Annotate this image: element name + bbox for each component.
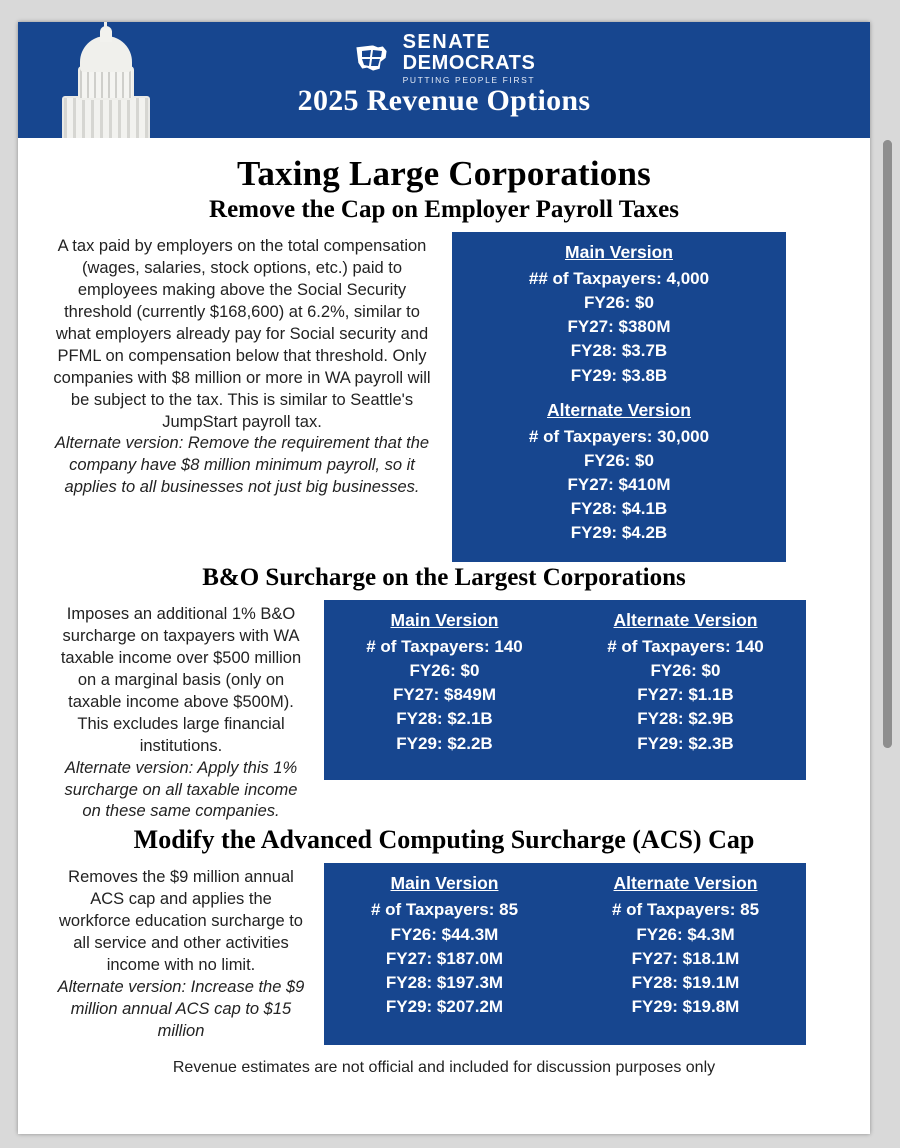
version-title-alternate: Alternate Version — [613, 873, 758, 894]
section-heading: Modify the Advanced Computing Surcharge (ACS) Cap — [133, 825, 755, 855]
section-heading: Remove the Cap on Employer Payroll Taxes — [209, 196, 679, 223]
logo-line-1: SENATE — [402, 31, 492, 53]
version-line: FY26: $0 — [584, 293, 654, 313]
section-heading: B&O Surcharge on the Largest Corporations — [202, 564, 686, 591]
footer-note: Revenue estimates are not official and included for discussion purposes only — [172, 1059, 716, 1077]
version-line: FY27: $410M — [567, 474, 671, 494]
senate-democrats-logo — [18, 32, 870, 85]
version-line: FY27: $380M — [567, 317, 671, 337]
section-description: Removes the $9 million annual ACS cap and applies the workforce education surcharge to all service and other activities income with no limit. — [59, 868, 303, 975]
version-title-main: Main Version — [390, 873, 499, 894]
scrollbar-thumb[interactable] — [883, 140, 892, 748]
version-line: # of Taxpayers: 140 — [607, 637, 764, 656]
section-alternate-note: Alternate version: Increase the $9 million annual ACS cap to $15 million — [57, 978, 305, 1040]
version-line: FY26: $0 — [650, 661, 721, 681]
version-line: FY29: $2.2B — [396, 733, 493, 753]
section-bo-surcharge — [44, 564, 844, 823]
section-description: A tax paid by employers on the total compensation (wages, salaries, stock options, etc.) paid to employees making above the Social Security threshold (currently $168,600) at 6.2%, similar to what employers already pay for Social security and PFML on compensation below that threshold. Only companies with $8 million or more in WA payroll will be subject to the tax. This is similar to Seattle's JumpStart payroll tax. — [53, 237, 431, 431]
document-header — [18, 22, 870, 138]
version-title-alternate: Alternate Version — [547, 399, 691, 420]
version-line: # of Taxpayers: 85 — [370, 900, 519, 920]
estimates-box — [324, 863, 806, 1045]
section-acs-cap — [44, 825, 844, 1045]
estimates-box — [324, 600, 806, 780]
estimates-column-main — [324, 863, 565, 1045]
section-payroll-tax — [44, 196, 844, 562]
version-line: FY29: $2.3B — [637, 733, 734, 753]
version-line: FY29: $3.8B — [570, 365, 668, 385]
washington-state-outline-icon — [353, 38, 393, 78]
version-title-alternate: Alternate Version — [613, 610, 758, 630]
estimates-column-stacked — [452, 232, 786, 562]
section-alternate-note: Alternate version: Apply this 1% surcharge on all taxable income on these same companies. — [64, 758, 298, 821]
version-line: # of Taxpayers: 85 — [611, 900, 760, 920]
section-description-block — [44, 232, 436, 499]
version-line: ## of Taxpayers: 4,000 — [528, 269, 710, 288]
version-line: FY28: $19.1M — [631, 972, 740, 992]
version-line: FY29: $4.2B — [570, 523, 668, 543]
version-line: FY28: $4.1B — [570, 499, 668, 518]
version-line: FY26: $4.3M — [636, 924, 735, 944]
version-line: FY28: $2.9B — [637, 709, 734, 729]
section-description-block — [44, 600, 308, 823]
version-line: FY26: $44.3M — [390, 924, 499, 944]
version-line: FY27: $187.0M — [385, 948, 504, 968]
banner-title: 2025 Revenue Options — [297, 84, 591, 117]
estimates-column-alternate — [565, 600, 806, 780]
logo-tagline: PUTTING PEOPLE FIRST — [402, 75, 536, 85]
section-alternate-note: Alternate version: Remove the requirement that the company have $8 million minimum payroll, so it applies to all businesses not just big businesses. — [54, 434, 430, 497]
estimates-column-alternate — [565, 863, 806, 1045]
version-line: # of Taxpayers: 140 — [366, 637, 523, 656]
version-line: FY28: $197.3M — [385, 972, 504, 992]
version-line: FY27: $1.1B — [637, 685, 734, 705]
version-line: FY28: $3.7B — [570, 341, 668, 361]
version-line: FY29: $207.2M — [385, 996, 504, 1016]
document-body — [18, 138, 870, 1085]
version-line: # of Taxpayers: 30,000 — [528, 426, 710, 446]
version-line: FY27: $18.1M — [631, 948, 740, 968]
section-description-block — [44, 863, 308, 1043]
estimates-column-main — [324, 600, 565, 780]
vertical-scrollbar[interactable] — [883, 140, 892, 748]
page-title: Taxing Large Corporations — [236, 154, 651, 193]
version-line: FY28: $2.1B — [396, 709, 493, 729]
version-line: FY27: $849M — [393, 685, 496, 705]
version-title-main: Main Version — [565, 242, 673, 262]
document-page — [18, 22, 870, 1134]
version-line: FY26: $0 — [584, 450, 654, 470]
version-line: FY26: $0 — [409, 661, 480, 681]
estimates-box — [452, 232, 786, 562]
version-line: FY29: $19.8M — [631, 996, 740, 1016]
section-description: Imposes an additional 1% B&O surcharge on taxpayers with WA taxable income over $500 million on a marginal basis (only on taxable income above $500M). This excludes large financial institutions. — [60, 605, 302, 755]
logo-line-2: DEMOCRATS — [402, 52, 536, 74]
version-title-main: Main Version — [390, 610, 499, 630]
